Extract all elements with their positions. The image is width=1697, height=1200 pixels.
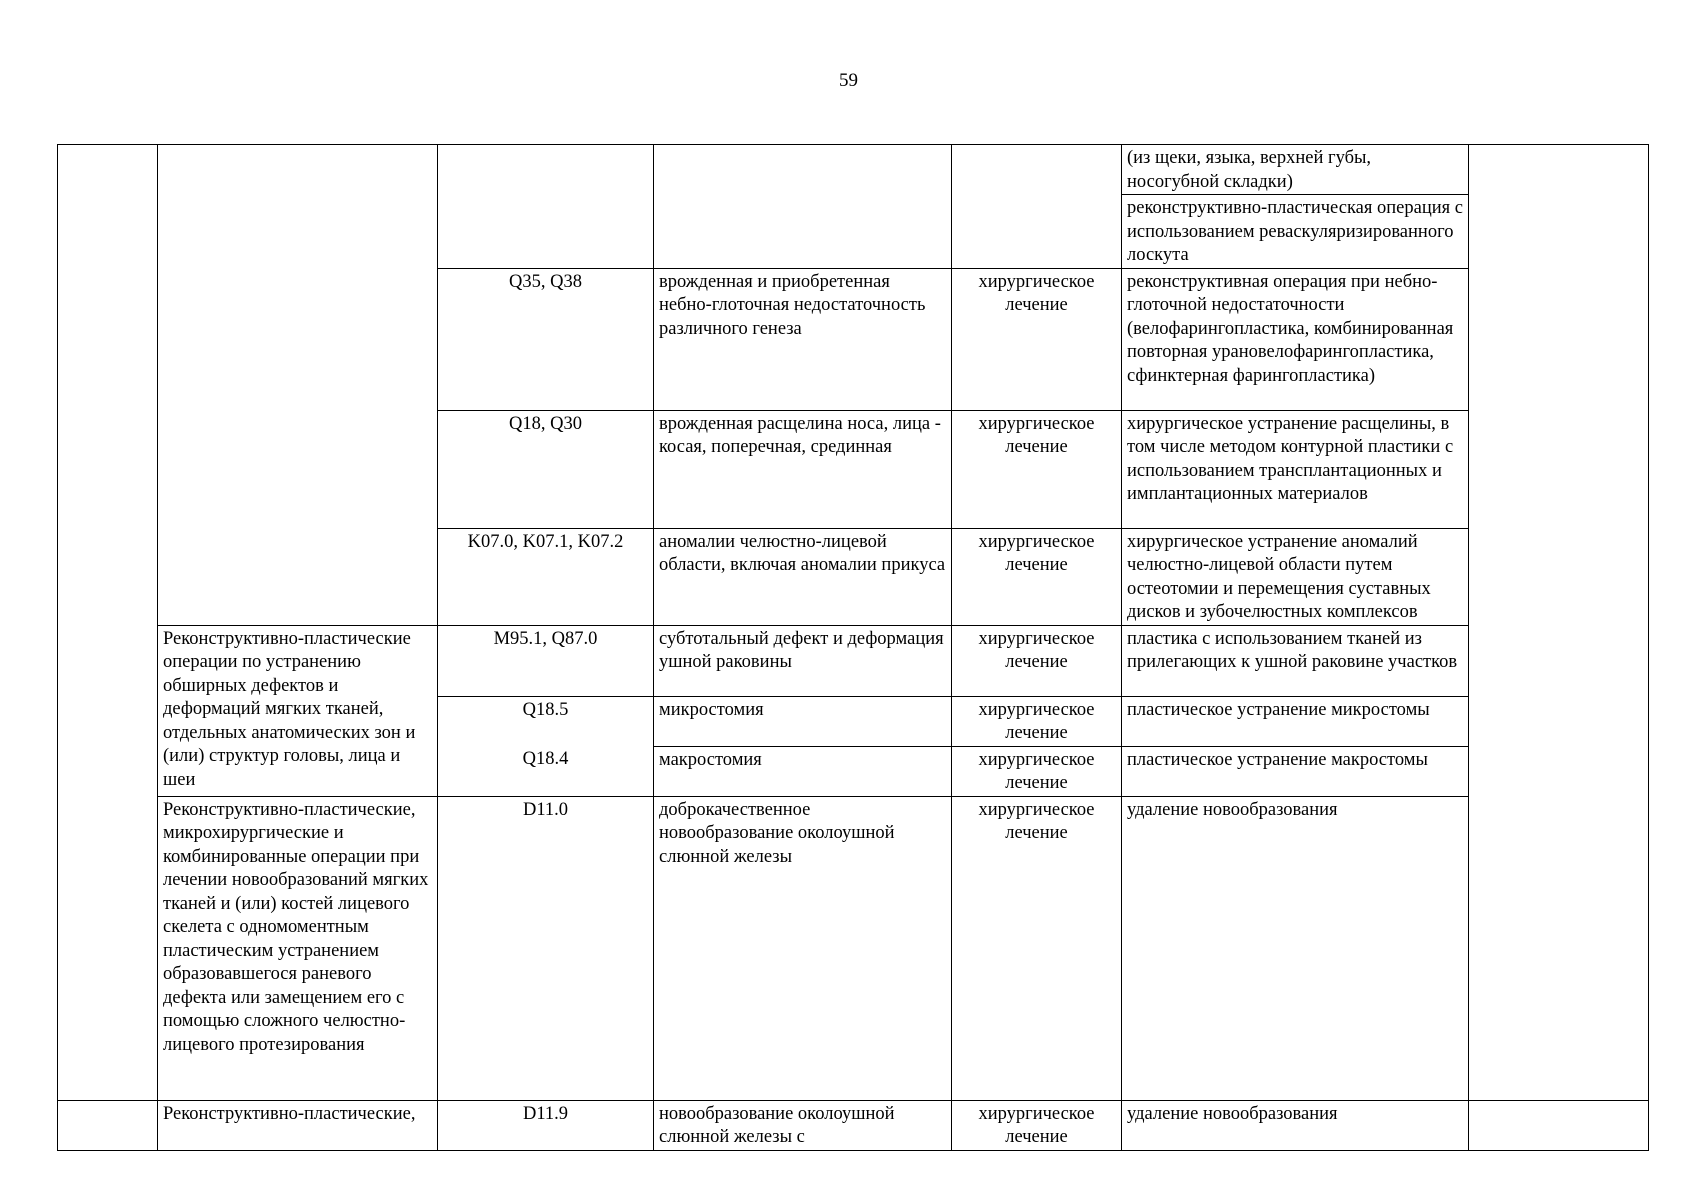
method-cell: удаление новообразования (1122, 796, 1469, 1100)
group-name-cell: Реконструктивно-пластические, (158, 1100, 438, 1150)
extra-cell (1469, 145, 1649, 1101)
group-name-cell: Реконструктивно-пластические операции по устранению обширных дефектов и деформаций мягких тканей, отдельных анатомических зон и (или) структур головы, лица и шеи (158, 625, 438, 796)
table-row (58, 1100, 1649, 1150)
code-cell: D11.0 (438, 796, 654, 1100)
code-cell: D11.9 (438, 1100, 654, 1150)
method-cell: реконструктивно-пластическая операция с использованием реваскуляризированного лоскута (1122, 195, 1469, 269)
code-cell: Q18.4 (438, 746, 654, 796)
disease-cell: врожденная и приобретенная небно-глоточная недостаточность различного генеза (654, 268, 952, 410)
number-cell (58, 1100, 158, 1150)
disease-cell: новообразование околоушной слюнной железы с (654, 1100, 952, 1150)
code-cell: Q35, Q38 (438, 268, 654, 410)
code-cell: M95.1, Q87.0 (438, 625, 654, 696)
disease-cell: микростомия (654, 696, 952, 746)
method-cell: хирургическое устранение аномалий челюстно-лицевой области путем остеотомии и перемещения суставных дисков и зубочелюстных комплексов (1122, 528, 1469, 625)
treatment-cell: хирургическое лечение (952, 268, 1122, 410)
code-cell: K07.0, K07.1, K07.2 (438, 528, 654, 625)
disease-cell: субтотальный дефект и деформация ушной раковины (654, 625, 952, 696)
disease-cell: макростомия (654, 746, 952, 796)
treatment-cell (952, 145, 1122, 269)
table-row (58, 625, 1649, 696)
treatment-cell: хирургическое лечение (952, 796, 1122, 1100)
treatment-cell: хирургическое лечение (952, 625, 1122, 696)
treatment-cell: хирургическое лечение (952, 1100, 1122, 1150)
disease-cell: аномалии челюстно-лицевой области, включая аномалии прикуса (654, 528, 952, 625)
group-name-cell: Реконструктивно-пластические, микрохирургические и комбинированные операции при лечении новообразований мягких тканей и (или) костей лицевого скелета с одномоментным пластическим устранением образовавшегося раневого дефекта или замещением его с помощью сложного челюстно-лицевого протезирования (158, 796, 438, 1100)
method-cell: хирургическое устранение расщелины, в том числе методом контурной пластики с использованием трансплантационных и имплантационных материалов (1122, 410, 1469, 528)
code-cell (438, 145, 654, 269)
table-row (58, 145, 1649, 195)
treatment-cell: хирургическое лечение (952, 410, 1122, 528)
extra-cell (1469, 1100, 1649, 1150)
number-cell (58, 145, 158, 1101)
group-name-cell (158, 145, 438, 626)
method-cell: пластическое устранение микростомы (1122, 696, 1469, 746)
method-cell: (из щеки, языка, верхней губы, носогубной складки) (1122, 145, 1469, 195)
method-cell: пластическое устранение макростомы (1122, 746, 1469, 796)
disease-cell (654, 145, 952, 269)
treatment-cell: хирургическое лечение (952, 528, 1122, 625)
method-cell: удаление новообразования (1122, 1100, 1469, 1150)
disease-cell: врожденная расщелина носа, лица - косая, поперечная, срединная (654, 410, 952, 528)
method-cell: реконструктивная операция при небно-глоточной недостаточности (велофарингопластика, комбинированная повторная урановелофарингопластика, сфинктерная фарингопластика) (1122, 268, 1469, 410)
method-cell: пластика с использованием тканей из прилегающих к ушной раковине участков (1122, 625, 1469, 696)
page-number: 59 (839, 70, 858, 91)
procedures-table (57, 144, 1649, 1151)
table-row (58, 796, 1649, 1100)
code-cell: Q18.5 (438, 696, 654, 746)
disease-cell: доброкачественное новообразование околоушной слюнной железы (654, 796, 952, 1100)
code-cell: Q18, Q30 (438, 410, 654, 528)
treatment-cell: хирургическое лечение (952, 696, 1122, 746)
treatment-cell: хирургическое лечение (952, 746, 1122, 796)
